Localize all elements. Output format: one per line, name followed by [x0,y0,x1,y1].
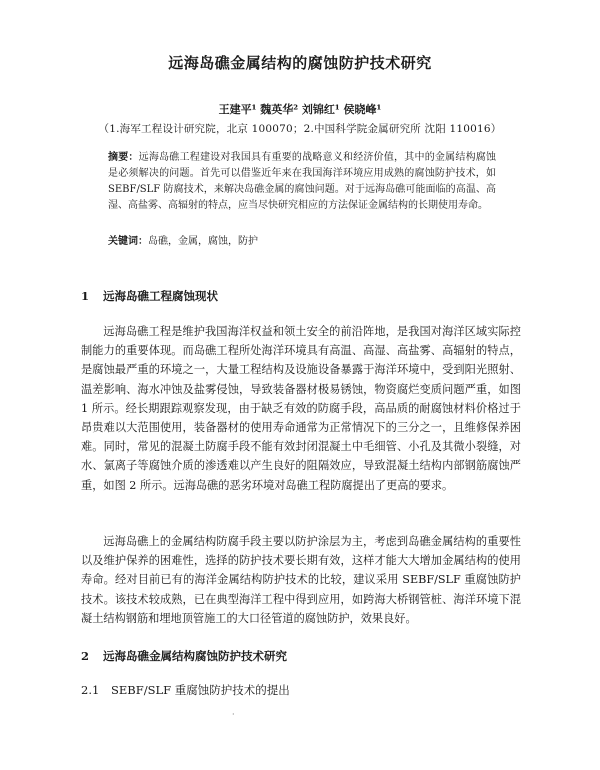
keywords [108,234,496,250]
scan-speck: · [232,710,235,719]
author-list: 王建平¹ 魏英华² 刘锦红¹ 侯晓峰¹ [218,103,382,116]
paper-title: 远海岛礁金属结构的腐蚀防护技术研究 [168,54,432,72]
section-2-title: 远海岛礁金属结构腐蚀防护技术研究 [103,649,287,663]
abstract-text: 远海岛礁工程建设对我国具有重要的战略意义和经济价值，其中的金属结构腐蚀是必须解决的问题。首先可以借鉴近年来在我国海洋环境应用成熟的腐蚀防护技术，如 SEBF/SLF 防腐技术，来解决岛礁金属的腐蚀问题。对于远海岛礁可能面临的高温、高湿、高盐雾、高辐射的特点，应当尽快研究相应的方法保证金属结构的长期使用寿命。 [108,152,497,211]
paragraph-2: 远海岛礁上的金属结构防腐手段主要以防护涂层为主，考虑到岛礁金属结构的重要性以及维护保养的困难性，选择的防护技术要长期有效，这样才能大大增加金属结构的使用寿命。经对目前已有的海洋金属结构防护技术的比较，建议采用 SEBF/SLF 重腐蚀防护技术。该技术较成熟，已在典型海洋工程中得到应用，如跨海大桥钢管桩、海洋环境下混凝土结构钢筋和埋地顶管施工的大口径管道的腐蚀防护，效果良好。 [81,535,521,625]
section-2-heading [81,648,287,664]
section-1-heading [81,288,218,304]
abstract [108,150,496,214]
subsection-2-1-heading [81,682,290,698]
section-1-title: 远海岛礁工程腐蚀现状 [103,289,218,303]
subsection-2-1-number: 2.1 [81,683,100,697]
abstract-label: 摘要： [108,152,139,163]
keywords-label: 关键词： [108,236,148,247]
keywords-text: 岛礁，金属，腐蚀，防护 [148,236,258,247]
affiliations: （1.海军工程设计研究院，北京 100070；2.中国科学院金属研究所 沈阳 110016） [98,123,502,135]
paragraph-1: 远海岛礁工程是维护我国海洋权益和领土安全的前沿阵地，是我国对海洋区域实际控制能力的重要体现。而岛礁工程所处海洋环境具有高温、高湿、高盐雾、高辐射的特点，是腐蚀最严重的环境之一，大量工程结构及设施设备暴露于海洋环境中，受到阳光照射、温差影响、海水冲蚀及盐雾侵蚀，导致装备器材极易锈蚀，物资腐烂变质问题严重，如图 1 所示。经长期跟踪观察发现，由于缺乏有效的防腐手段，高品质的耐腐蚀材料价格过于昂贵难以大范围使用，装备器材的使用寿命通常为正常情况下的三分之一，且维修保养困难。同时，常见的混凝土防腐手段不能有效封闭混凝土中毛细管、小孔及其微小裂缝，对水、氯离子等腐蚀介质的渗透难以产生良好的阻隔效应，导致混凝土结构内部钢筋腐蚀严重，如图 2 所示。远海岛礁的恶劣环境对岛礁工程防腐提出了更高的要求。 [81,325,521,492]
section-1-number: 1 [81,289,90,303]
subsection-2-1-title: SEBF/SLF 重腐蚀防护技术的提出 [111,683,290,697]
section-2-number: 2 [81,649,90,663]
